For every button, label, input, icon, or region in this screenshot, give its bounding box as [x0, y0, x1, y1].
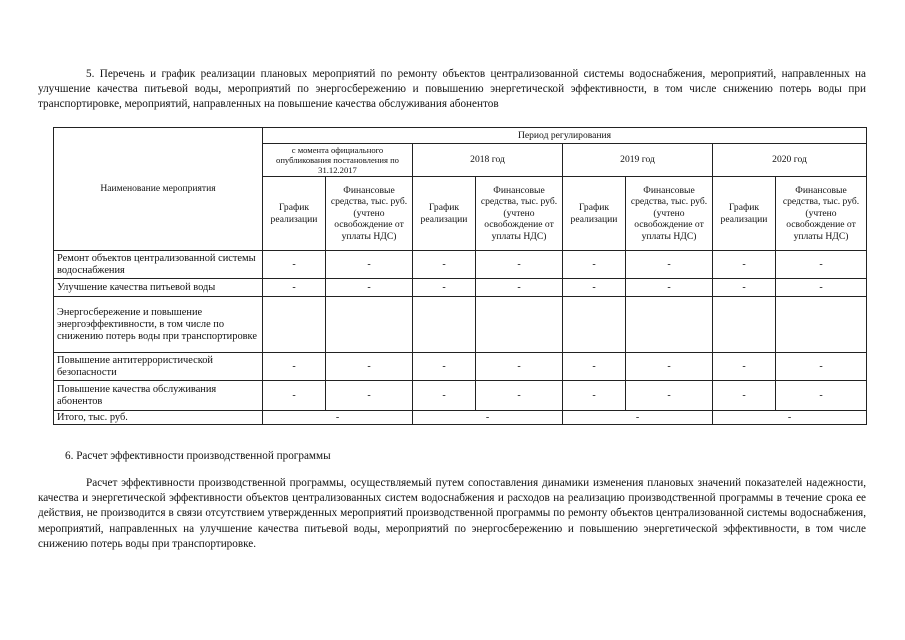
- cell: [476, 297, 563, 353]
- total-cell: -: [563, 411, 713, 425]
- cell: [776, 297, 867, 353]
- cell: -: [776, 353, 867, 381]
- cell: [263, 297, 326, 353]
- total-cell: -: [713, 411, 867, 425]
- period-header: Период регулирования: [263, 128, 867, 144]
- cell: -: [326, 353, 413, 381]
- cell: -: [626, 381, 713, 411]
- total-cell: -: [413, 411, 563, 425]
- row-name: Улучшение качества питьевой воды: [54, 279, 263, 297]
- schedule-header: График реализации: [263, 177, 326, 251]
- cell: -: [776, 381, 867, 411]
- finance-header: Финансовые средства, тыс. руб. (учтено освобождение от уплаты НДС): [326, 177, 413, 251]
- table-row: [54, 297, 867, 353]
- total-row: [54, 411, 867, 425]
- cell: -: [263, 251, 326, 279]
- schedule-header: График реализации: [713, 177, 776, 251]
- cell: -: [776, 251, 867, 279]
- row-name: Повышение антитеррористической безопасности: [54, 353, 263, 381]
- cell: -: [476, 251, 563, 279]
- total-cell: -: [263, 411, 413, 425]
- cell: -: [263, 279, 326, 297]
- cell: -: [713, 279, 776, 297]
- cell: -: [713, 353, 776, 381]
- cell: -: [413, 251, 476, 279]
- period-2019: 2019 год: [563, 144, 713, 177]
- cell: -: [776, 279, 867, 297]
- table-row: [54, 251, 867, 279]
- cell: -: [263, 381, 326, 411]
- cell: -: [713, 251, 776, 279]
- name-header: Наименование мероприятия: [54, 128, 263, 251]
- cell: -: [563, 381, 626, 411]
- cell: [626, 297, 713, 353]
- section-6-paragraph: Расчет эффективности производственной программы, осуществляемый путем сопоставления динамики изменения плановых значений показателей надежности, качества и энергетической эффективности объектов централизованных систем водоснабжения и расходов на реализацию производственной программы в течение срока ее действия, не производится в связи отсутствием утвержденных мероприятий производственной программы по ремонту объектов централизованной системы водоснабжения, мероприятий, направленных на улучшение качества питьевой воды, мероприятий по энергосбережению и повышению энергетической эффективности, в том числе снижению потерь воды при транспортировке.: [38, 477, 866, 550]
- cell: -: [326, 251, 413, 279]
- cell: -: [326, 381, 413, 411]
- row-name: Энергосбережение и повышение энергоэффективности, в том числе по снижению потерь воды при транспортировке: [54, 297, 263, 353]
- cell: -: [413, 279, 476, 297]
- finance-header: Финансовые средства, тыс. руб. (учтено освобождение от уплаты НДС): [776, 177, 867, 251]
- table-row: [54, 381, 867, 411]
- section-6-title: 6. Расчет эффективности производственной программы: [65, 450, 331, 462]
- period-2017: с момента официального опубликования постановления по 31.12.2017: [263, 144, 413, 177]
- schedule-header: График реализации: [563, 177, 626, 251]
- cell: [413, 297, 476, 353]
- cell: [563, 297, 626, 353]
- total-label: Итого, тыс. руб.: [54, 411, 263, 425]
- finance-header: Финансовые средства, тыс. руб. (учтено освобождение от уплаты НДС): [476, 177, 563, 251]
- cell: -: [476, 381, 563, 411]
- cell: -: [326, 279, 413, 297]
- cell: -: [626, 353, 713, 381]
- cell: [713, 297, 776, 353]
- cell: -: [413, 381, 476, 411]
- table-row: [54, 279, 867, 297]
- plan-table: [53, 127, 867, 425]
- cell: [326, 297, 413, 353]
- table-row: [54, 353, 867, 381]
- cell: -: [713, 381, 776, 411]
- cell: -: [626, 279, 713, 297]
- row-name: Ремонт объектов централизованной системы водоснабжения: [54, 251, 263, 279]
- finance-header: Финансовые средства, тыс. руб. (учтено освобождение от уплаты НДС): [626, 177, 713, 251]
- section-5-paragraph: 5. Перечень и график реализации плановых мероприятий по ремонту объектов централизованной системы водоснабжения, мероприятий, направленных на улучшение качества питьевой воды, мероприятий по энергосбережению и повышению энергетической эффективности, в том числе снижению потерь воды при транспортировке, мероприятий, направленных на повышение качества обслуживания абонентов: [38, 68, 866, 111]
- cell: -: [563, 279, 626, 297]
- cell: -: [563, 251, 626, 279]
- period-2020: 2020 год: [713, 144, 867, 177]
- cell: -: [413, 353, 476, 381]
- row-name: Повышение качества обслуживания абонентов: [54, 381, 263, 411]
- cell: -: [626, 251, 713, 279]
- cell: -: [476, 353, 563, 381]
- period-2018: 2018 год: [413, 144, 563, 177]
- cell: -: [263, 353, 326, 381]
- schedule-header: График реализации: [413, 177, 476, 251]
- cell: -: [476, 279, 563, 297]
- cell: -: [563, 353, 626, 381]
